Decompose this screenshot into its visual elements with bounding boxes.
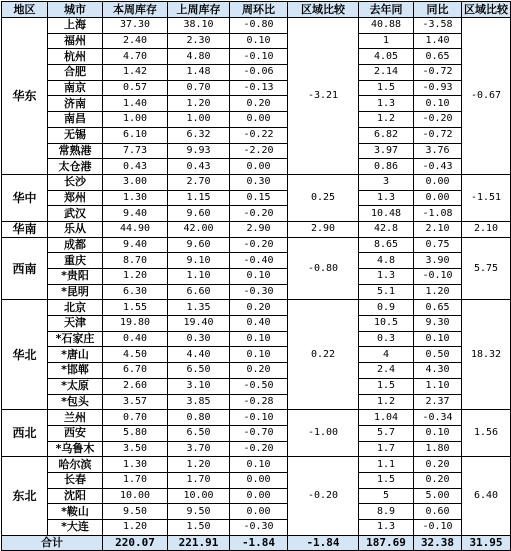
last-week-stock: 6.50 [168, 363, 230, 379]
yoy-change: 0.10 [414, 425, 462, 441]
this-week-stock: 19.80 [103, 316, 168, 332]
header-this-week-stock: 本周库存 [103, 2, 168, 18]
this-week-stock: 3.00 [103, 174, 168, 190]
last-week-stock: 38.10 [168, 18, 230, 34]
this-week-stock: 0.40 [103, 331, 168, 347]
header-city: 城市 [48, 2, 103, 18]
total-last-year: 187.69 [359, 535, 414, 551]
yoy-change: -0.72 [414, 127, 462, 143]
week-change: -0.20 [230, 237, 288, 253]
last-year-stock: 1.3 [359, 190, 414, 206]
this-week-stock: 1.00 [103, 112, 168, 128]
this-week-stock: 8.70 [103, 253, 168, 269]
yoy-change: -0.43 [414, 159, 462, 175]
table-row [2, 33, 511, 49]
table-row [2, 269, 511, 285]
last-week-stock: 2.70 [168, 174, 230, 190]
last-week-stock: 1.50 [168, 520, 230, 536]
header-week-change: 周环比 [230, 2, 288, 18]
last-year-stock: 1.5 [359, 80, 414, 96]
table-row [2, 284, 511, 300]
city-name: 哈尔滨 [48, 457, 103, 473]
this-week-stock: 6.30 [103, 284, 168, 300]
header-region-compare-week: 区域比较 [288, 2, 359, 18]
table-row [2, 316, 511, 332]
table-row [2, 488, 511, 504]
this-week-stock: 3.57 [103, 394, 168, 410]
last-year-stock: 1.3 [359, 269, 414, 285]
city-name: 杭州 [48, 49, 103, 65]
last-week-stock: 4.40 [168, 347, 230, 363]
table-row [2, 237, 511, 253]
last-week-stock: 1.35 [168, 300, 230, 316]
city-name: 南昌 [48, 112, 103, 128]
city-name: 合肥 [48, 65, 103, 81]
week-change: 0.10 [230, 347, 288, 363]
yoy-change: 0.75 [414, 237, 462, 253]
city-name: 常熟港 [48, 143, 103, 159]
city-name: 上海 [48, 18, 103, 34]
city-name: *大连 [48, 520, 103, 536]
last-week-stock: 6.60 [168, 284, 230, 300]
city-name: 天津 [48, 316, 103, 332]
table-row [2, 520, 511, 536]
table-row [2, 363, 511, 379]
city-name: 乐从 [48, 221, 103, 237]
region-compare-week: -0.80 [288, 237, 359, 300]
week-change: 0.10 [230, 331, 288, 347]
header-last-week-stock: 上周库存 [168, 2, 230, 18]
week-change: 0.30 [230, 174, 288, 190]
last-week-stock: 0.70 [168, 80, 230, 96]
this-week-stock: 3.50 [103, 441, 168, 457]
table-row [2, 425, 511, 441]
week-change: 0.20 [230, 363, 288, 379]
total-week-change: -1.84 [230, 535, 288, 551]
last-year-stock: 4.05 [359, 49, 414, 65]
city-name: 济南 [48, 96, 103, 112]
region-name: 西南 [2, 237, 48, 300]
last-week-stock: 19.40 [168, 316, 230, 332]
last-week-stock: 1.20 [168, 457, 230, 473]
week-change: -0.70 [230, 425, 288, 441]
this-week-stock: 2.60 [103, 378, 168, 394]
week-change: -0.22 [230, 127, 288, 143]
table-row [2, 112, 511, 128]
week-change: -0.13 [230, 80, 288, 96]
table-row [2, 143, 511, 159]
last-week-stock: 9.60 [168, 237, 230, 253]
last-week-stock: 0.43 [168, 159, 230, 175]
table-row [2, 65, 511, 81]
this-week-stock: 5.80 [103, 425, 168, 441]
last-week-stock: 6.50 [168, 425, 230, 441]
city-name: 长沙 [48, 174, 103, 190]
yoy-change: 1.80 [414, 441, 462, 457]
last-year-stock: 8.9 [359, 504, 414, 520]
week-change: -0.30 [230, 284, 288, 300]
table-row [2, 457, 511, 473]
region-compare-week: -1.00 [288, 410, 359, 457]
last-week-stock: 6.32 [168, 127, 230, 143]
region-name: 华北 [2, 300, 48, 410]
region-name: 华东 [2, 18, 48, 175]
last-week-stock: 3.70 [168, 441, 230, 457]
this-week-stock: 1.70 [103, 472, 168, 488]
city-name: 兰州 [48, 410, 103, 426]
this-week-stock: 6.70 [103, 363, 168, 379]
city-name: *太原 [48, 378, 103, 394]
total-last-week: 221.91 [168, 535, 230, 551]
city-name: 沈阳 [48, 488, 103, 504]
city-name: 重庆 [48, 253, 103, 269]
table-row [2, 331, 511, 347]
total-row [2, 535, 511, 551]
last-year-stock: 4 [359, 347, 414, 363]
this-week-stock: 1.40 [103, 96, 168, 112]
last-week-stock: 9.93 [168, 143, 230, 159]
yoy-change: -0.72 [414, 65, 462, 81]
this-week-stock: 1.20 [103, 520, 168, 536]
table-row [2, 49, 511, 65]
region-compare-week: 0.25 [288, 174, 359, 221]
region-compare-week: 2.90 [288, 221, 359, 237]
this-week-stock: 1.30 [103, 190, 168, 206]
this-week-stock: 1.42 [103, 65, 168, 81]
total-label: 合计 [2, 535, 103, 551]
week-change: -0.10 [230, 49, 288, 65]
header-region: 地区 [2, 2, 48, 18]
region-name: 华南 [2, 221, 48, 237]
table-row [2, 441, 511, 457]
last-week-stock: 3.85 [168, 394, 230, 410]
this-week-stock: 10.00 [103, 488, 168, 504]
header-last-year: 去年同 [359, 2, 414, 18]
yoy-change: 1.40 [414, 33, 462, 49]
last-week-stock: 42.00 [168, 221, 230, 237]
last-year-stock: 1 [359, 33, 414, 49]
last-year-stock: 1.04 [359, 410, 414, 426]
region-compare-year: -1.51 [462, 174, 511, 221]
week-change: -2.20 [230, 143, 288, 159]
last-year-stock: 0.86 [359, 159, 414, 175]
last-year-stock: 1.5 [359, 472, 414, 488]
table-row [2, 159, 511, 175]
last-year-stock: 5.7 [359, 425, 414, 441]
this-week-stock: 6.10 [103, 127, 168, 143]
week-change: 0.00 [230, 472, 288, 488]
last-year-stock: 3.97 [359, 143, 414, 159]
week-change: 0.00 [230, 159, 288, 175]
table-row [2, 378, 511, 394]
week-change: -0.30 [230, 520, 288, 536]
region-name: 华中 [2, 174, 48, 221]
last-week-stock: 4.80 [168, 49, 230, 65]
last-week-stock: 2.30 [168, 33, 230, 49]
last-year-stock: 0.9 [359, 300, 414, 316]
last-year-stock: 3 [359, 174, 414, 190]
last-week-stock: 10.00 [168, 488, 230, 504]
week-change: 0.20 [230, 96, 288, 112]
city-name: *唐山 [48, 347, 103, 363]
this-week-stock: 1.55 [103, 300, 168, 316]
table-row [2, 18, 511, 34]
this-week-stock: 9.40 [103, 206, 168, 222]
week-change: 0.20 [230, 300, 288, 316]
city-name: 北京 [48, 300, 103, 316]
last-year-stock: 8.65 [359, 237, 414, 253]
yoy-change: 0.60 [414, 504, 462, 520]
yoy-change: 0.10 [414, 96, 462, 112]
table-row [2, 472, 511, 488]
week-change: 0.10 [230, 33, 288, 49]
table-row [2, 80, 511, 96]
week-change: 0.00 [230, 488, 288, 504]
table-row [2, 253, 511, 269]
region-compare-week: 0.22 [288, 300, 359, 410]
last-year-stock: 5.1 [359, 284, 414, 300]
this-week-stock: 0.57 [103, 80, 168, 96]
table-row [2, 206, 511, 222]
week-change: 0.40 [230, 316, 288, 332]
table-row [2, 410, 511, 426]
table-row [2, 190, 511, 206]
this-week-stock: 2.40 [103, 33, 168, 49]
last-year-stock: 1.3 [359, 520, 414, 536]
this-week-stock: 1.30 [103, 457, 168, 473]
inventory-table [1, 1, 511, 551]
week-change: -0.28 [230, 394, 288, 410]
city-name: *包头 [48, 394, 103, 410]
week-change: -0.50 [230, 378, 288, 394]
last-year-stock: 1.2 [359, 112, 414, 128]
city-name: *贵阳 [48, 269, 103, 285]
week-change: -0.06 [230, 65, 288, 81]
last-year-stock: 1.1 [359, 457, 414, 473]
table-row [2, 127, 511, 143]
yoy-change: 0.50 [414, 347, 462, 363]
this-week-stock: 9.40 [103, 237, 168, 253]
region-compare-year: -0.67 [462, 18, 511, 175]
this-week-stock: 0.70 [103, 410, 168, 426]
last-year-stock: 1.3 [359, 96, 414, 112]
table-row [2, 394, 511, 410]
last-year-stock: 10.5 [359, 316, 414, 332]
last-week-stock: 1.48 [168, 65, 230, 81]
region-compare-year: 6.40 [462, 457, 511, 535]
total-yoy: 32.38 [414, 535, 462, 551]
this-week-stock: 4.50 [103, 347, 168, 363]
week-change: 0.10 [230, 457, 288, 473]
yoy-change: -0.93 [414, 80, 462, 96]
yoy-change: 4.30 [414, 363, 462, 379]
week-change: -0.20 [230, 441, 288, 457]
table-row [2, 174, 511, 190]
yoy-change: 1.20 [414, 284, 462, 300]
yoy-change: -0.10 [414, 269, 462, 285]
last-year-stock: 1.2 [359, 394, 414, 410]
last-week-stock: 1.10 [168, 269, 230, 285]
city-name: 南京 [48, 80, 103, 96]
this-week-stock: 0.43 [103, 159, 168, 175]
table-row [2, 300, 511, 316]
last-week-stock: 9.60 [168, 206, 230, 222]
week-change: 0.15 [230, 190, 288, 206]
week-change: -0.40 [230, 253, 288, 269]
last-week-stock: 1.20 [168, 96, 230, 112]
yoy-change: 0.00 [414, 174, 462, 190]
city-name: 西安 [48, 425, 103, 441]
yoy-change: 1.10 [414, 378, 462, 394]
total-this-week: 220.07 [103, 535, 168, 551]
yoy-change: 2.10 [414, 221, 462, 237]
last-year-stock: 2.14 [359, 65, 414, 81]
week-change: 0.10 [230, 269, 288, 285]
this-week-stock: 4.70 [103, 49, 168, 65]
last-year-stock: 10.48 [359, 206, 414, 222]
this-week-stock: 7.73 [103, 143, 168, 159]
yoy-change: 0.20 [414, 457, 462, 473]
week-change: 2.90 [230, 221, 288, 237]
last-week-stock: 9.10 [168, 253, 230, 269]
last-week-stock: 9.50 [168, 504, 230, 520]
week-change: 0.00 [230, 504, 288, 520]
last-week-stock: 3.10 [168, 378, 230, 394]
region-name: 西北 [2, 410, 48, 457]
yoy-change: -3.58 [414, 18, 462, 34]
header-yoy: 同比 [414, 2, 462, 18]
table-row [2, 96, 511, 112]
yoy-change: 9.30 [414, 316, 462, 332]
region-compare-year: 2.10 [462, 221, 511, 237]
region-compare-week: -3.21 [288, 18, 359, 175]
city-name: 武汉 [48, 206, 103, 222]
this-week-stock: 37.30 [103, 18, 168, 34]
region-compare-year: 5.75 [462, 237, 511, 300]
week-change: -0.10 [230, 410, 288, 426]
region-name: 东北 [2, 457, 48, 535]
last-week-stock: 0.80 [168, 410, 230, 426]
total-region-compare-year: 31.95 [462, 535, 511, 551]
yoy-change: 3.76 [414, 143, 462, 159]
header-row [2, 2, 511, 18]
yoy-change: -0.20 [414, 112, 462, 128]
last-year-stock: 42.8 [359, 221, 414, 237]
yoy-change: 0.20 [414, 472, 462, 488]
last-year-stock: 2.4 [359, 363, 414, 379]
yoy-change: 0.10 [414, 331, 462, 347]
this-week-stock: 1.20 [103, 269, 168, 285]
last-year-stock: 4.8 [359, 253, 414, 269]
table-row [2, 221, 511, 237]
yoy-change: -0.10 [414, 520, 462, 536]
this-week-stock: 9.50 [103, 504, 168, 520]
city-name: 郑州 [48, 190, 103, 206]
city-name: 长春 [48, 472, 103, 488]
region-compare-week: -0.20 [288, 457, 359, 535]
last-year-stock: 6.82 [359, 127, 414, 143]
last-year-stock: 0.3 [359, 331, 414, 347]
last-year-stock: 1.5 [359, 378, 414, 394]
yoy-change: 0.65 [414, 300, 462, 316]
last-week-stock: 0.30 [168, 331, 230, 347]
table-body [2, 18, 511, 551]
city-name: 成都 [48, 237, 103, 253]
city-name: *昆明 [48, 284, 103, 300]
last-week-stock: 1.70 [168, 472, 230, 488]
region-compare-year: 18.32 [462, 300, 511, 410]
city-name: 太仓港 [48, 159, 103, 175]
yoy-change: 0.00 [414, 190, 462, 206]
yoy-change: 5.00 [414, 488, 462, 504]
last-year-stock: 40.88 [359, 18, 414, 34]
yoy-change: -0.34 [414, 410, 462, 426]
week-change: -0.20 [230, 206, 288, 222]
total-region-compare-week: -1.84 [288, 535, 359, 551]
city-name: *邯郸 [48, 363, 103, 379]
this-week-stock: 44.90 [103, 221, 168, 237]
last-year-stock: 1.7 [359, 441, 414, 457]
yoy-change: 3.90 [414, 253, 462, 269]
yoy-change: 0.65 [414, 49, 462, 65]
last-year-stock: 5 [359, 488, 414, 504]
table-row [2, 347, 511, 363]
region-compare-year: 1.56 [462, 410, 511, 457]
last-week-stock: 1.00 [168, 112, 230, 128]
city-name: 无锡 [48, 127, 103, 143]
yoy-change: 2.37 [414, 394, 462, 410]
week-change: 0.00 [230, 112, 288, 128]
week-change: -0.80 [230, 18, 288, 34]
city-name: *鞍山 [48, 504, 103, 520]
header-region-compare-year: 区域比较 [462, 2, 511, 18]
city-name: *石家庄 [48, 331, 103, 347]
city-name: 福州 [48, 33, 103, 49]
city-name: *乌鲁木 [48, 441, 103, 457]
table-row [2, 504, 511, 520]
last-week-stock: 1.15 [168, 190, 230, 206]
yoy-change: -1.08 [414, 206, 462, 222]
